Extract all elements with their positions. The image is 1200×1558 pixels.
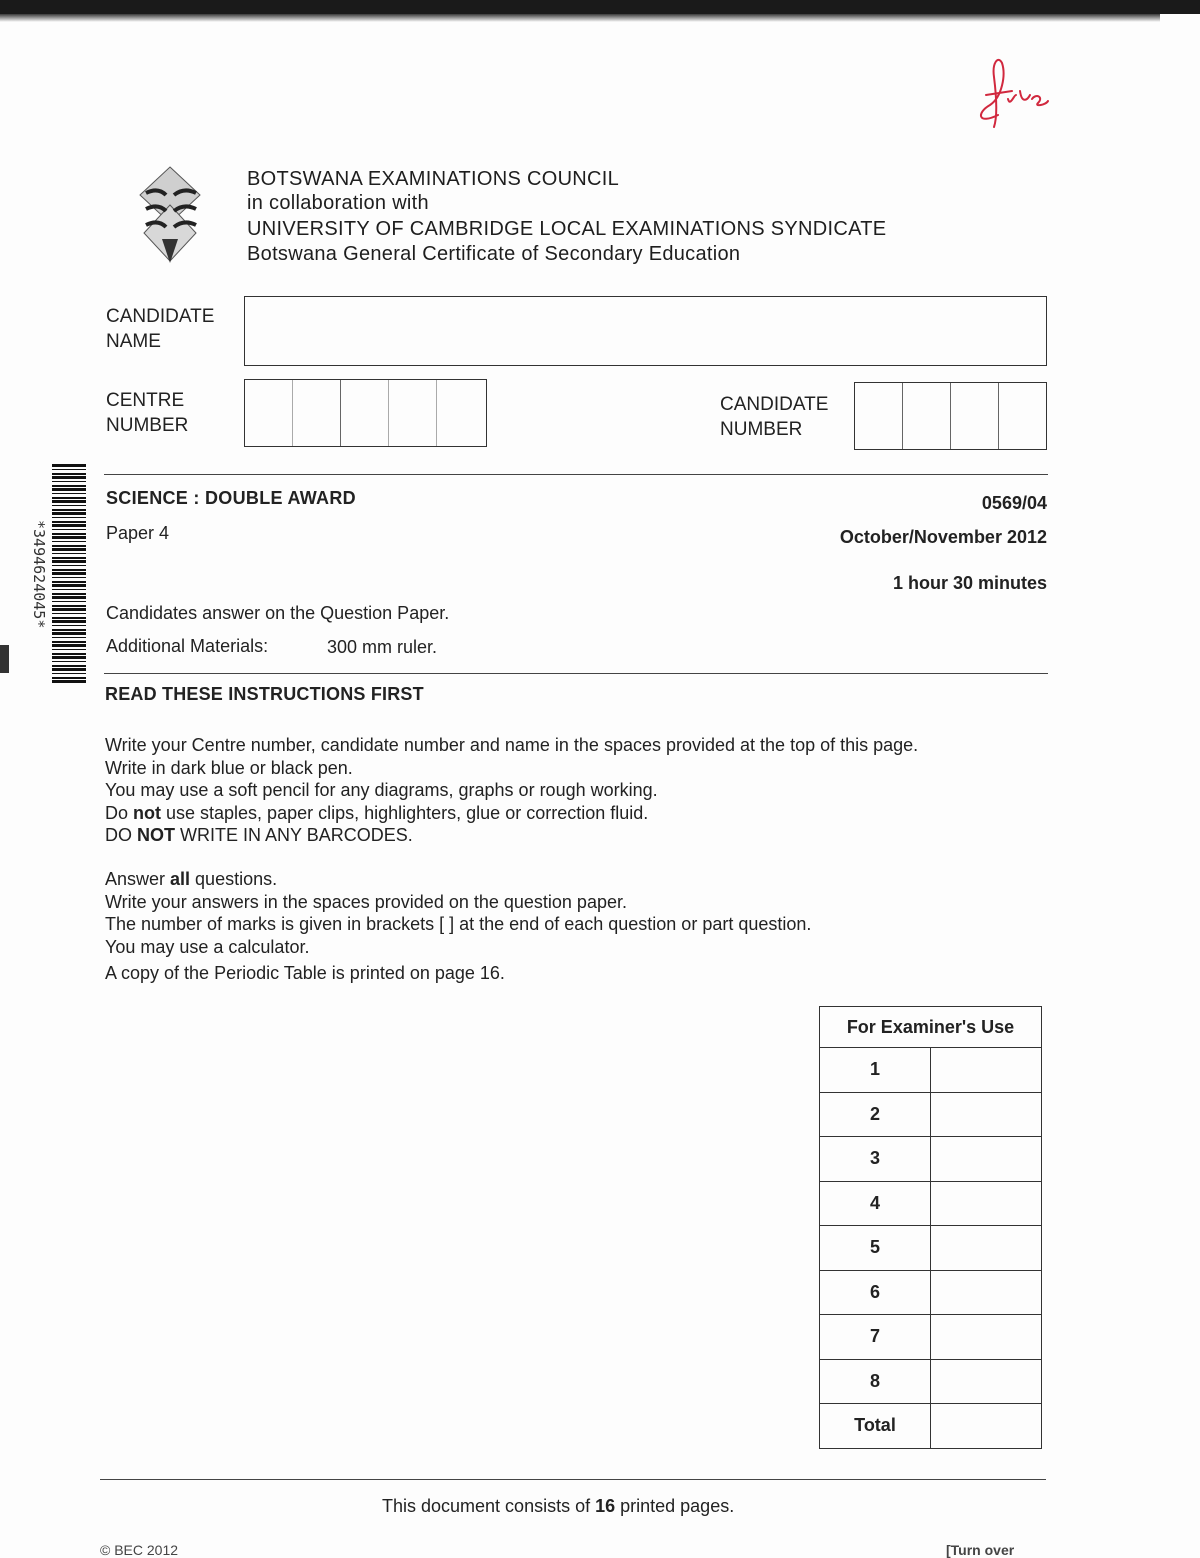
total-mark-cell[interactable] [931,1404,1042,1449]
divider [104,474,1048,475]
centre-digit-cell[interactable] [245,380,293,446]
table-row-total: Total [820,1404,1042,1449]
centre-digit-cell[interactable] [293,380,341,446]
collaboration-text: in collaboration with [247,192,429,214]
mark-cell[interactable] [931,1359,1042,1404]
exam-session: October/November 2012 [839,527,1047,547]
duration: 1 hour 30 minutes [892,573,1047,593]
table-row: 6 [820,1270,1042,1315]
candidate-digit-cell[interactable] [855,383,903,449]
instructions-heading: READ THESE INSTRUCTIONS FIRST [105,684,424,704]
candidate-name-label: CANDIDATE NAME [106,306,215,352]
instructions-block-1: Write your Centre number, candidate number and name in the spaces provided at the top of this page. Write in dark blue or black pen. You may use a soft pencil for any diagrams, graphs or rough working. Do not use staples, paper clips, highlighters, glue or correction fluid. DO NOT WRITE IN ANY BARCODES. [105,735,919,845]
mark-cell[interactable] [931,1315,1042,1360]
table-row: 7 [820,1315,1042,1360]
additional-materials-value: 300 mm ruler. [327,637,438,657]
answer-instruction: Candidates answer on the Question Paper. [106,603,450,623]
table-row: 2 [820,1092,1042,1137]
subject-title: SCIENCE : DOUBLE AWARD [106,488,356,508]
candidate-number-label: CANDIDATE NUMBER [720,394,829,440]
additional-materials-label: Additional Materials: [106,636,269,656]
candidate-digit-cell[interactable] [903,383,951,449]
table-row: 3 [820,1137,1042,1182]
mark-cell[interactable] [931,1048,1042,1093]
university-name: UNIVERSITY OF CAMBRIDGE LOCAL EXAMINATIONS SYNDICATE [247,218,887,240]
centre-digit-cell[interactable] [389,380,437,446]
barcode [52,464,86,684]
centre-digit-cell[interactable] [341,380,389,446]
bec-logo [136,165,204,267]
paper-number: Paper 4 [106,523,170,543]
mark-cell[interactable] [931,1137,1042,1182]
council-name: BOTSWANA EXAMINATIONS COUNCIL [247,168,620,190]
barcode-number: *3494624045* [30,519,48,629]
scan-top-shadow [0,14,1160,22]
page-count: This document consists of 16 printed pages. [382,1496,735,1516]
table-row: 8 [820,1359,1042,1404]
scan-top-edge [0,0,1200,14]
mark-cell[interactable] [931,1092,1042,1137]
paper-code: 0569/04 [981,493,1047,513]
footer-divider [100,1479,1046,1480]
turn-over: [Turn over [946,1542,1015,1558]
table-row: 1 [820,1048,1042,1093]
instructions-block-2: Answer all questions. Write your answers in the spaces provided on the question paper. The number of marks is given in brackets [ ] at the end of each question or part question. You may use a calculator. A copy of the Periodic Table is printed on page 16. [105,869,812,983]
mark-cell[interactable] [931,1181,1042,1226]
scan-edge-mark [0,645,9,673]
examiner-table-title: For Examiner's Use [820,1007,1042,1048]
table-row: 4 [820,1181,1042,1226]
candidate-digit-cell[interactable] [999,383,1045,449]
certificate-name: Botswana General Certificate of Secondary Education [247,243,741,265]
copyright: © BEC 2012 [100,1542,179,1558]
centre-number-box[interactable] [244,379,487,447]
candidate-number-box[interactable] [854,382,1047,450]
candidate-name-box[interactable] [244,296,1047,366]
table-row: 5 [820,1226,1042,1271]
divider [104,673,1048,674]
examiner-use-table [819,1006,1042,1449]
centre-number-label: CENTRE NUMBER [106,390,189,436]
candidate-digit-cell[interactable] [951,383,999,449]
mark-cell[interactable] [931,1270,1042,1315]
mark-cell[interactable] [931,1226,1042,1271]
handwritten-signature [968,55,1054,135]
centre-digit-cell[interactable] [437,380,483,446]
